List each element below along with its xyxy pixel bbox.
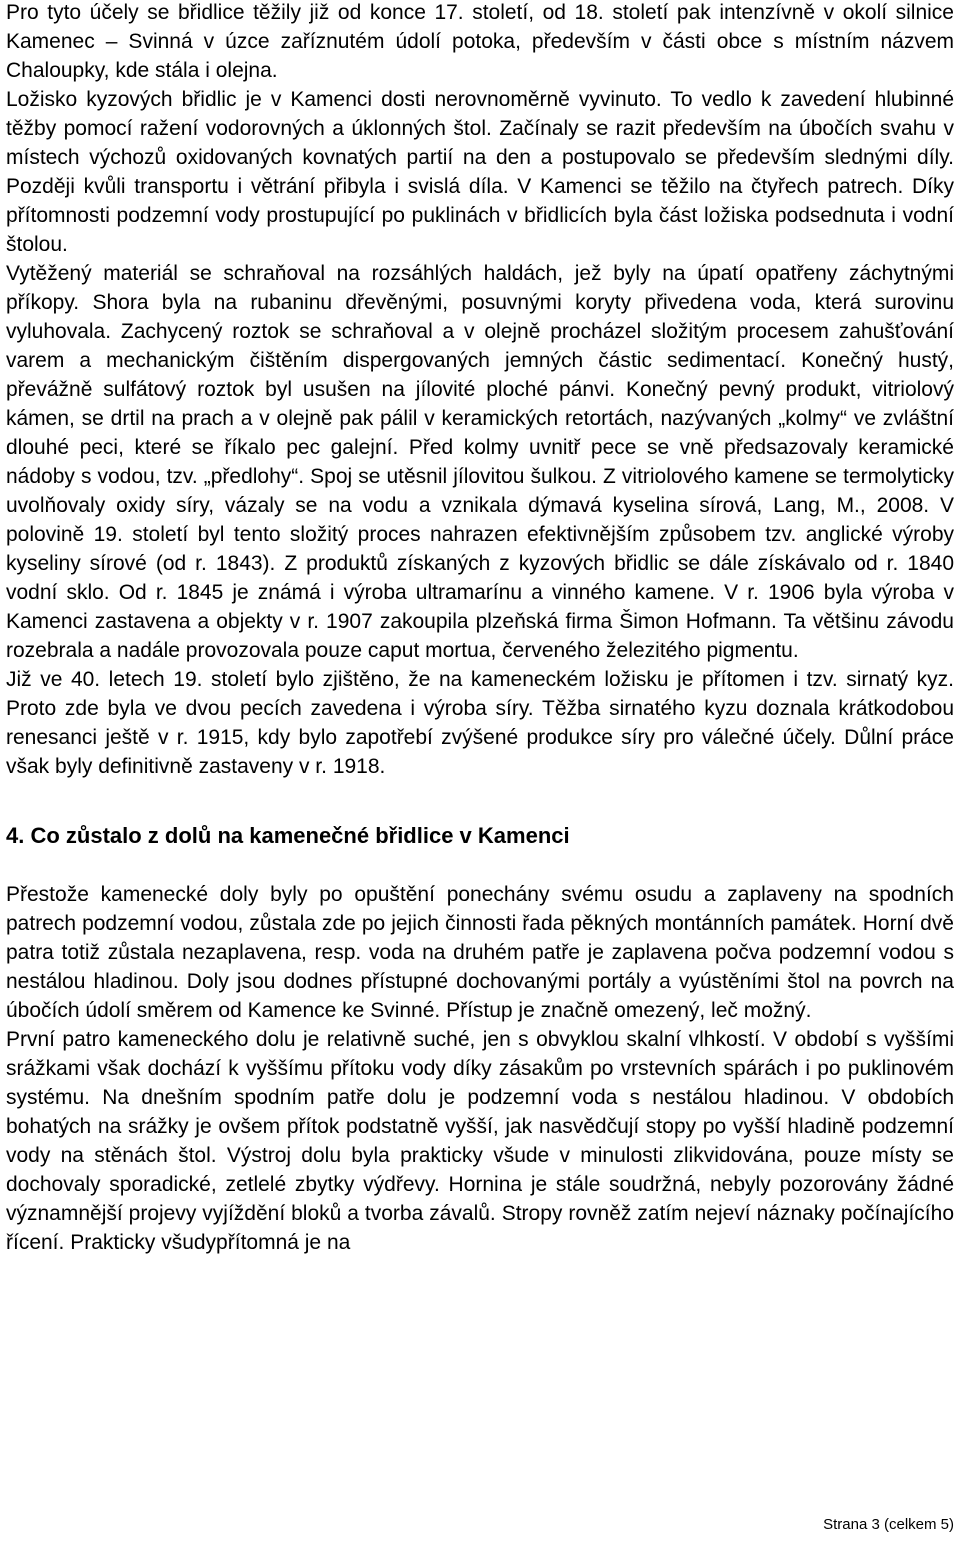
document-page bbox=[6, 0, 954, 1257]
section-heading: 4. Co zůstalo z dolů na kamenečné břidlice v Kamenci bbox=[6, 823, 570, 848]
paragraph-first-level: První patro kameneckého dolu je relativně suché, jen s obvyklou skalní vlhkostí. V období s vyššími srážkami však dochází k vyššímu přítoku vody díky zásakům po vrstevních spárách i po puklinovém systému. Na dnešním spodním patře dolu je podzemní voda s nestálou hladinou. V obdobích bohatých na srážky je ovšem přítok podstatně vyšší, jak nasvědčují stopy po vyšší hladině podzemní vody na stěnách štol. Výstroj dolu byla prakticky všude v minulosti zlikvidována, pouze místy se dochovaly sporadické, zetlelé zbytky výdřevy. Hornina je stále soudržná, nebyly pozorovány žádné významnější projevy vyjíždění bloků a tvorba závalů. Stropy rovněž zatím nejeví náznaky počínajícího řícení. Prakticky všudypřítomná je na bbox=[6, 1028, 954, 1254]
paragraph-sulfur-production: Již ve 40. letech 19. století bylo zjištěno, že na kameneckém ložisku je přítomen i tzv. sirnatý kyz. Proto zde byla ve dvou pecích zavedena i výroba síry. Těžba sirnatého kyzu doznala krátkodobou renesanci ještě v r. 1915, kdy bylo zapotřebí zvýšené produkce síry pro válečné účely. Důlní práce však byly definitivně zastaveny v r. 1918. bbox=[6, 668, 954, 778]
paragraph-mining-origins: Pro tyto účely se břidlice těžily již od konce 17. století, od 18. století pak intenzívně v okolí silnice Kamenec – Svinná v úzce zaříznutém údolí potoka, především v části obce s místním názvem Chaloupky, kde stála i olejna. bbox=[6, 1, 954, 82]
page-number-footer: Strana 3 (celkem 5) bbox=[823, 1516, 954, 1533]
paragraph-deposit-extraction: Ložisko kyzových břidlic je v Kamenci dosti nerovnoměrně vyvinuto. To vedlo k zavedení hlubinné těžby pomocí ražení vodorovných a úklonných štol. Začínaly se razit především na úbočích svahu v místech výchozů oxidovaných kovnatých partií na den a postupovalo se především slednými díly. Později kvůli transportu i větrání přibyla i svislá díla. V Kamenci se těžilo na čtyřech patrech. Díky přítomnosti podzemní vody prostupující po puklinách v břidlicích byla část ložiska podsednuta i vodní štolou. bbox=[6, 88, 954, 256]
paragraph-processing: Vytěžený materiál se schraňoval na rozsáhlých haldách, jež byly na úpatí opatřeny záchytnými příkopy. Shora byla na rubaninu dřevěnými, posuvnými koryty přivedena voda, která surovinu vyluhovala. Zachycený roztok se schraňoval a v olejně procházel složitým procesem zahušťování varem a mechanickým čištěním dispergovaných jemných částic sedimentací. Konečný hustý, převážně sulfátový roztok byl usušen na jílovité ploché pánvi. Konečný pevný produkt, vitriolový kámen, se drtil na prach a v olejně pak pálil v keramických retortách, nazývaných „kolmy“ ve zvláštní dlouhé peci, které se říkalo pec galejní. Před kolmy uvnitř pece se vně předsazovaly keramické nádoby s vodou, tzv. „předlohy“. Spoj se utěsnil jílovitou šulkou. Z vitriolového kamene se termolyticky uvolňovaly oxidy síry, vázaly se na vodu a vznikala dýmavá kyselina sírová, Lang, M., 2008. V polovině 19. století byl tento složitý proces nahrazen efektivnějším způsobem tzv. anglické výroby kyseliny sírové (od r. 1843). Z produktů získaných z kyzových břidlic se dále získávalo od r. 1840 vodní sklo. Od r. 1845 je známá i výroba ultramarínu a vinného kamene. V r. 1906 byla výroba v Kamenci zastavena a objekty v r. 1907 zakoupila plzeňská firma Šimon Hofmann. Ta většinu závodu rozebrala a nadále provozovala pouze caput mortua, červeného železitého pigmentu. bbox=[6, 262, 954, 662]
paragraph-remaining-monuments: Přestože kamenecké doly byly po opuštění ponechány svému osudu a zaplaveny na spodních patrech podzemní vodou, zůstala zde po jejich činnosti řada pěkných montánních památek. Horní dvě patra totiž zůstala nezaplavena, resp. voda na druhém patře je zaplavena počva podzemní vodou s nestálou hladinou. Doly jsou dodnes přístupné dochovanými portály a vyústěními štol na povrch na úbočích údolí směrem od Kamence ke Svinné. Přístup je značně omezený, leč možný. bbox=[6, 883, 954, 1022]
